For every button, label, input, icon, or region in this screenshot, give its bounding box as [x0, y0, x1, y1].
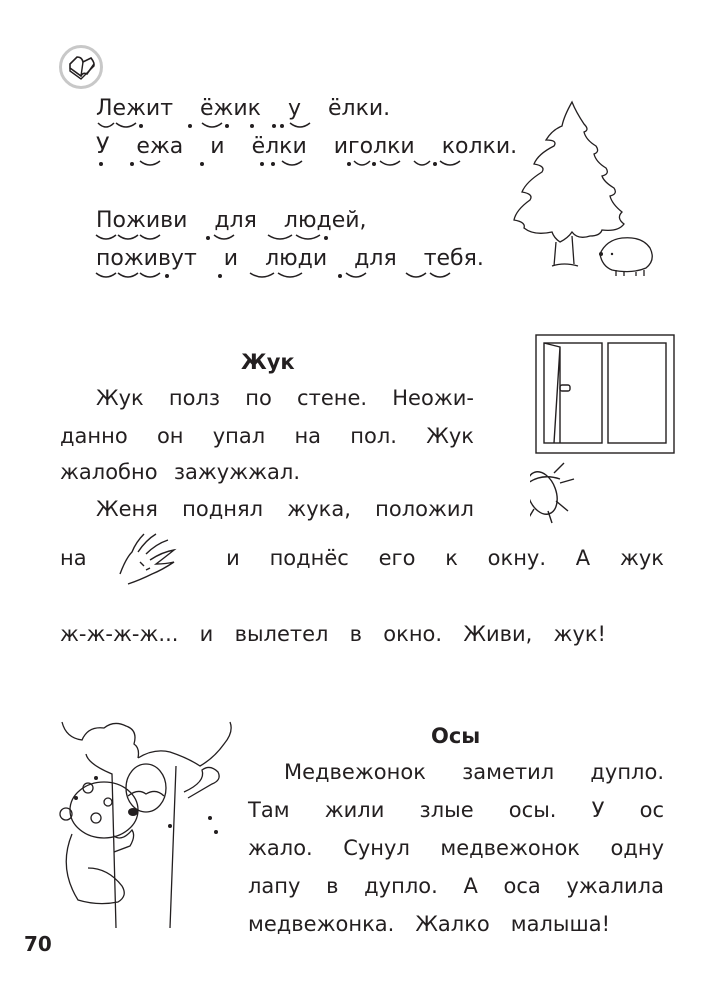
word: ёжик: [200, 96, 261, 121]
word: поднял: [182, 497, 264, 521]
story-line: [248, 912, 610, 936]
word: жук!: [553, 622, 606, 646]
word: Неожи-: [392, 386, 474, 410]
story-line: [248, 798, 664, 822]
word: полз: [168, 386, 221, 410]
word: жили: [324, 798, 385, 822]
word: ёлки: [251, 134, 307, 159]
word: Лежит: [96, 96, 174, 121]
word: людей,: [283, 208, 367, 233]
syllable-marks: [90, 232, 490, 292]
word: заметил: [462, 760, 555, 784]
window-beetle-illustration: [530, 333, 680, 528]
word: Жук: [426, 424, 474, 448]
word: ж-ж-ж-ж...: [60, 622, 179, 646]
word: по: [245, 386, 272, 410]
word: малыша!: [510, 912, 610, 936]
word: жало.: [248, 836, 313, 860]
word: ужалила: [566, 874, 664, 898]
word: оса: [503, 874, 541, 898]
word: люди: [265, 246, 328, 271]
word: Сунул: [343, 836, 410, 860]
word: и: [199, 622, 214, 646]
story-line: [60, 424, 474, 448]
word: и: [226, 546, 240, 570]
word: положил: [375, 497, 474, 521]
word: поднёс: [269, 546, 349, 570]
bear-tree-wasps-illustration: [58, 718, 248, 938]
word: У: [96, 134, 110, 159]
word: упал: [212, 424, 266, 448]
word: у: [287, 96, 301, 121]
word: данно: [60, 424, 128, 448]
story-line: [96, 386, 474, 410]
word: осы.: [508, 798, 557, 822]
story-line: [60, 460, 300, 484]
story-line: [248, 874, 664, 898]
word: одну: [610, 836, 664, 860]
proverb-line-1: [96, 208, 387, 233]
fir-tree-hedgehog-illustration: [512, 96, 672, 276]
word: окно.: [383, 622, 443, 646]
word: на: [60, 546, 87, 570]
word: его: [378, 546, 416, 570]
word: он: [156, 424, 184, 448]
word: поживут: [96, 246, 197, 271]
word: Поживи: [96, 208, 188, 233]
word: для: [214, 208, 257, 233]
word: А: [463, 874, 478, 898]
word: на: [294, 424, 322, 448]
word: и: [223, 246, 239, 271]
word: У: [591, 798, 605, 822]
word: для: [354, 246, 397, 271]
word: в: [349, 622, 363, 646]
word: колки.: [441, 134, 518, 159]
story-title: Осы: [431, 724, 481, 748]
word: ёлки.: [328, 96, 391, 121]
word: жука,: [287, 497, 351, 521]
story-line: [284, 760, 664, 784]
word: медвежонок: [440, 836, 580, 860]
word: иголки: [333, 134, 415, 159]
word: ежа: [136, 134, 184, 159]
word: Живи,: [463, 622, 533, 646]
word: лапу: [248, 874, 301, 898]
word: к: [445, 546, 458, 570]
word: пол.: [350, 424, 397, 448]
page-number: 70: [24, 932, 52, 956]
story-line: [248, 836, 664, 860]
word: окну.: [487, 546, 547, 570]
word: Жалко: [415, 912, 490, 936]
word: медвежонка.: [248, 912, 395, 936]
word: дупло.: [590, 760, 664, 784]
story-line: [60, 622, 606, 646]
word: вылетел: [234, 622, 329, 646]
word: Женя: [96, 497, 158, 521]
poem-line-1: [96, 96, 410, 121]
open-book-icon: [59, 45, 103, 89]
word: А: [575, 546, 591, 570]
word: зажужжал.: [173, 460, 300, 484]
hand-illustration: [116, 530, 192, 586]
word: злые: [419, 798, 474, 822]
word: дупло.: [364, 874, 438, 898]
word: жук: [619, 546, 664, 570]
word: Жук: [96, 386, 144, 410]
word: жалобно: [60, 460, 158, 484]
syllable-marks: [90, 120, 490, 180]
word: в: [326, 874, 339, 898]
story-line: [96, 497, 474, 521]
word: Там: [248, 798, 290, 822]
story-title: Жук: [241, 350, 295, 374]
word: стене.: [297, 386, 368, 410]
word: тебя.: [423, 246, 484, 271]
word: и: [210, 134, 225, 159]
word: Медвежонок: [284, 760, 426, 784]
word: ос: [639, 798, 664, 822]
